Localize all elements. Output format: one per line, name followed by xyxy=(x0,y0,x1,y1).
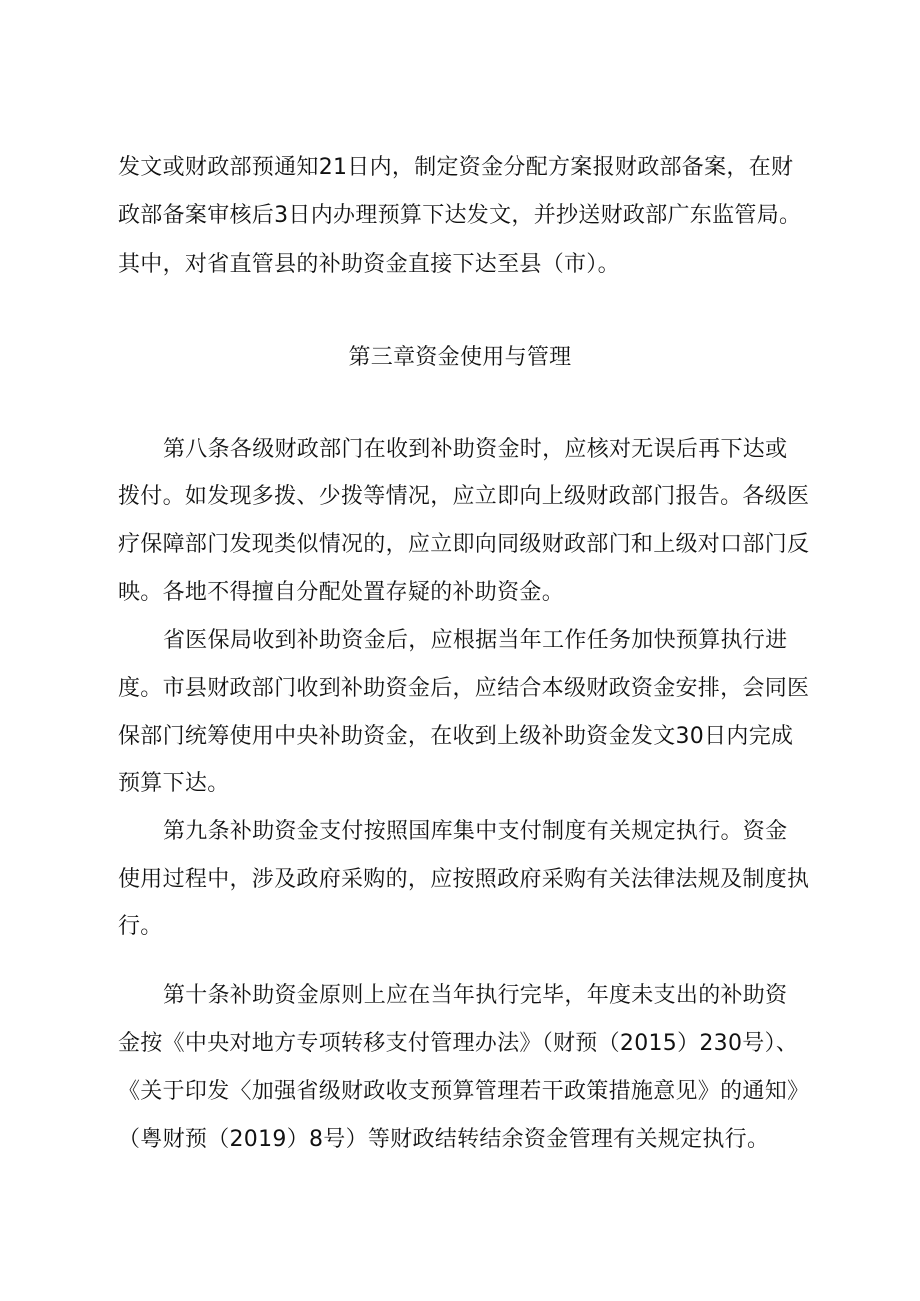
para-2-line-1: 省医保局收到补助资金后，应根据当年工作任务加快预算执行进 xyxy=(163,628,788,653)
chapter-title: 第三章资金使用与管理 xyxy=(348,345,572,370)
para-2-line-3: 保部门统筹使用中央补助资金，在收到上级补助资金发文30日内完成 xyxy=(118,724,794,749)
intro-line-3: 其中，对省直管县的补助资金直接下达至县（市）。 xyxy=(118,252,620,277)
article-9-line-1: 第九条补助资金支付按照国库集中支付制度有关规定执行。资金 xyxy=(163,819,788,844)
article-10-line-4: （粤财预（2019）8号）等财政结转结余资金管理有关规定执行。 xyxy=(118,1127,770,1152)
article-10-line-2: 金按《中央对地方专项转移支付管理办法》（财预（2015）230号）、 xyxy=(118,1031,799,1056)
article-8-line-2: 拨付。如发现多拨、少拨等情况，应立即向上级财政部门报告。各级医 xyxy=(118,484,810,509)
para-2-line-2: 度。市县财政部门收到补助资金后，应结合本级财政资金安排，会同医 xyxy=(118,676,810,701)
article-9-line-2: 使用过程中，涉及政府采购的，应按照政府采购有关法律法规及制度执 xyxy=(118,867,810,892)
article-10-line-3: 《关于印发〈加强省级财政收支预算管理若干政策措施意见》的通知》 xyxy=(118,1079,810,1104)
article-9-line-3: 行。 xyxy=(118,914,163,939)
article-8-line-4: 映。各地不得擅自分配处置存疑的补助资金。 xyxy=(118,580,565,605)
article-8-line-3: 疗保障部门发现类似情况的，应立即向同级财政部门和上级对口部门反 xyxy=(118,532,810,557)
article-8-line-1: 第八条各级财政部门在收到补助资金时，应核对无误后再下达或 xyxy=(163,437,788,462)
para-2-line-4: 预算下达。 xyxy=(118,771,230,796)
intro-line-2: 政部备案审核后3日内办理预算下达发文，并抄送财政部广东监管局。 xyxy=(118,203,802,228)
article-10-line-1: 第十条补助资金原则上应在当年执行完毕，年度未支出的补助资 xyxy=(163,983,788,1008)
intro-line-1: 发文或财政部预通知21日内，制定资金分配方案报财政部备案，在财 xyxy=(118,155,794,180)
